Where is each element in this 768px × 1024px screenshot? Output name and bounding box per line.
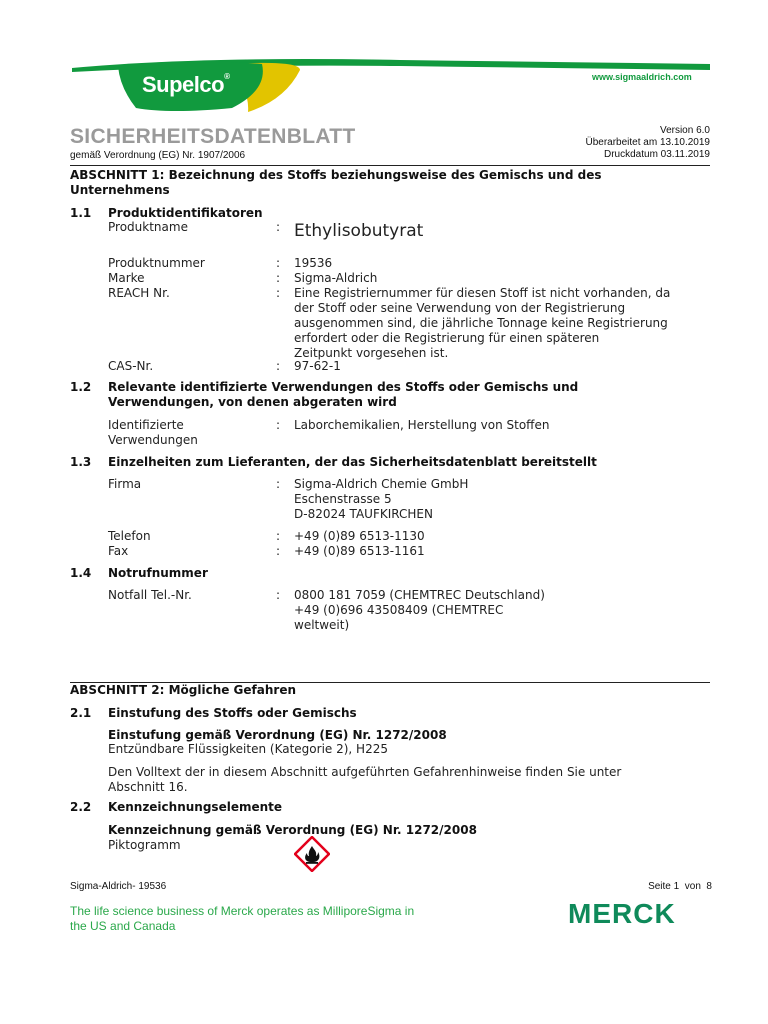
colon: : xyxy=(276,220,281,234)
reach-label: REACH Nr. xyxy=(108,286,170,300)
s22-title: Kennzeichnungselemente xyxy=(108,800,283,814)
colon: : xyxy=(276,359,281,373)
fax-number: +49 (0)89 6513-1161 xyxy=(294,544,425,558)
brand: Sigma-Aldrich xyxy=(294,271,378,285)
uses-label-line1: Identifizierte xyxy=(108,418,184,432)
phone-label: Telefon xyxy=(108,529,151,543)
s14-number: 1.4 xyxy=(70,566,92,580)
flame-pictogram-icon xyxy=(294,836,330,872)
section1-heading-line2: Unternehmens xyxy=(70,183,170,197)
reach-line: ausgenommen sind, die jährliche Tonnage keine Registrierung xyxy=(294,316,668,330)
s11-number: 1.1 xyxy=(70,206,92,220)
footer-doc-ref: Sigma-Aldrich- 19536 xyxy=(70,881,167,892)
fulltext-line2: Abschnitt 16. xyxy=(108,780,188,794)
footer-tagline xyxy=(70,904,414,934)
colon: : xyxy=(276,286,281,300)
emergency-line: 0800 181 7059 (CHEMTREC Deutschland) xyxy=(294,588,545,602)
fulltext-line1: Den Volltext der in diesem Abschnitt aufgeführten Gefahrenhinweise finden Sie unter xyxy=(108,765,622,779)
brand-label: Marke xyxy=(108,271,145,285)
merck-logo: MERCK xyxy=(568,898,676,929)
company-city: D-82024 TAUFKIRCHEN xyxy=(294,507,433,521)
emergency-line: +49 (0)696 43508409 (CHEMTREC xyxy=(294,603,504,617)
colon: : xyxy=(276,256,281,270)
section1-heading xyxy=(70,168,602,198)
s21-number: 2.1 xyxy=(70,706,92,720)
company-street: Eschenstrasse 5 xyxy=(294,492,392,506)
s21-title: Einstufung des Stoffs oder Gemischs xyxy=(108,706,357,720)
footer-page-number: Seite 1 von 8 xyxy=(648,881,712,892)
uses-label xyxy=(108,418,198,448)
product-name: Ethylisobutyrat xyxy=(294,221,424,241)
uses-label-line2: Verwendungen xyxy=(108,433,198,447)
s12-number: 1.2 xyxy=(70,380,92,394)
cas-label: CAS-Nr. xyxy=(108,359,154,373)
reach-line: der Stoff oder seine Verwendung von der Registrierung xyxy=(294,301,626,315)
header-banner xyxy=(0,50,768,120)
company-name: Sigma-Aldrich Chemie GmbH xyxy=(294,477,469,491)
s13-number: 1.3 xyxy=(70,455,92,469)
s12-title xyxy=(108,380,578,410)
colon: : xyxy=(276,271,281,285)
phone-number: +49 (0)89 6513-1130 xyxy=(294,529,425,543)
s22-number: 2.2 xyxy=(70,800,92,814)
classification: Entzündbare Flüssigkeiten (Kategorie 2), H225 xyxy=(108,742,388,756)
fax-label: Fax xyxy=(108,544,129,558)
reach-line: Zeitpunkt vorgesehen ist. xyxy=(294,346,449,360)
emergency-label: Notfall Tel.-Nr. xyxy=(108,588,192,602)
pictogram-label: Piktogramm xyxy=(108,838,181,852)
colon: : xyxy=(276,544,281,558)
emergency-line: weltweit) xyxy=(294,618,350,632)
fulltext-note xyxy=(108,765,621,795)
colon: : xyxy=(276,529,281,543)
company-label: Firma xyxy=(108,477,142,491)
s14-title: Notrufnummer xyxy=(108,566,208,580)
reach-line: Eine Registriernummer für diesen Stoff ist nicht vorhanden, da xyxy=(294,286,671,300)
website-link[interactable]: www.sigmaaldrich.com xyxy=(592,72,692,82)
version: Version 6.0 xyxy=(659,125,710,136)
section1-heading-line1: ABSCHNITT 1: Bezeichnung des Stoffs beziehungsweise des Gemischs und des xyxy=(70,168,602,182)
logo-text: Supelco xyxy=(142,72,225,97)
regulation-line: gemäß Verordnung (EG) Nr. 1907/2006 xyxy=(70,150,246,161)
emergency-numbers xyxy=(294,588,545,633)
product-number: 19536 xyxy=(294,256,333,270)
colon: : xyxy=(276,477,281,491)
logo-registered-mark: ® xyxy=(224,72,230,81)
revision-date: Überarbeitet am 13.10.2019 xyxy=(585,137,710,148)
section2-divider xyxy=(70,682,710,683)
product-number-label: Produktnummer xyxy=(108,256,205,270)
s13-title: Einzelheiten zum Lieferanten, der das Sicherheitsdatenblatt bereitstellt xyxy=(108,455,597,469)
s11-title: Produktidentifikatoren xyxy=(108,206,263,220)
reach-text xyxy=(294,286,670,361)
s21-subtitle: Einstufung gemäß Verordnung (EG) Nr. 1272/2008 xyxy=(108,728,447,742)
tagline-line2: the US and Canada xyxy=(70,919,176,933)
s12-title-line2: Verwendungen, von denen abgeraten wird xyxy=(108,395,397,409)
cas-number: 97-62-1 xyxy=(294,359,341,373)
s12-title-line1: Relevante identifizierte Verwendungen des Stoffs oder Gemischs und xyxy=(108,380,579,394)
identified-uses: Laborchemikalien, Herstellung von Stoffen xyxy=(294,418,550,432)
product-name-label: Produktname xyxy=(108,220,188,234)
supelco-logo xyxy=(142,72,229,98)
colon: : xyxy=(276,588,281,602)
s22-subtitle: Kennzeichnung gemäß Verordnung (EG) Nr. 1272/2008 xyxy=(108,823,477,837)
reach-line: erfordert oder die Registrierung für einen späteren xyxy=(294,331,600,345)
colon: : xyxy=(276,418,281,432)
print-date: Druckdatum 03.11.2019 xyxy=(604,149,710,160)
section2-heading: ABSCHNITT 2: Mögliche Gefahren xyxy=(70,683,297,697)
doc-title: SICHERHEITSDATENBLATT xyxy=(70,125,356,148)
company-address xyxy=(294,477,468,522)
version-info xyxy=(585,125,710,161)
tagline-line1: The life science business of Merck operates as MilliporeSigma in xyxy=(70,904,415,918)
header-divider xyxy=(70,165,710,166)
